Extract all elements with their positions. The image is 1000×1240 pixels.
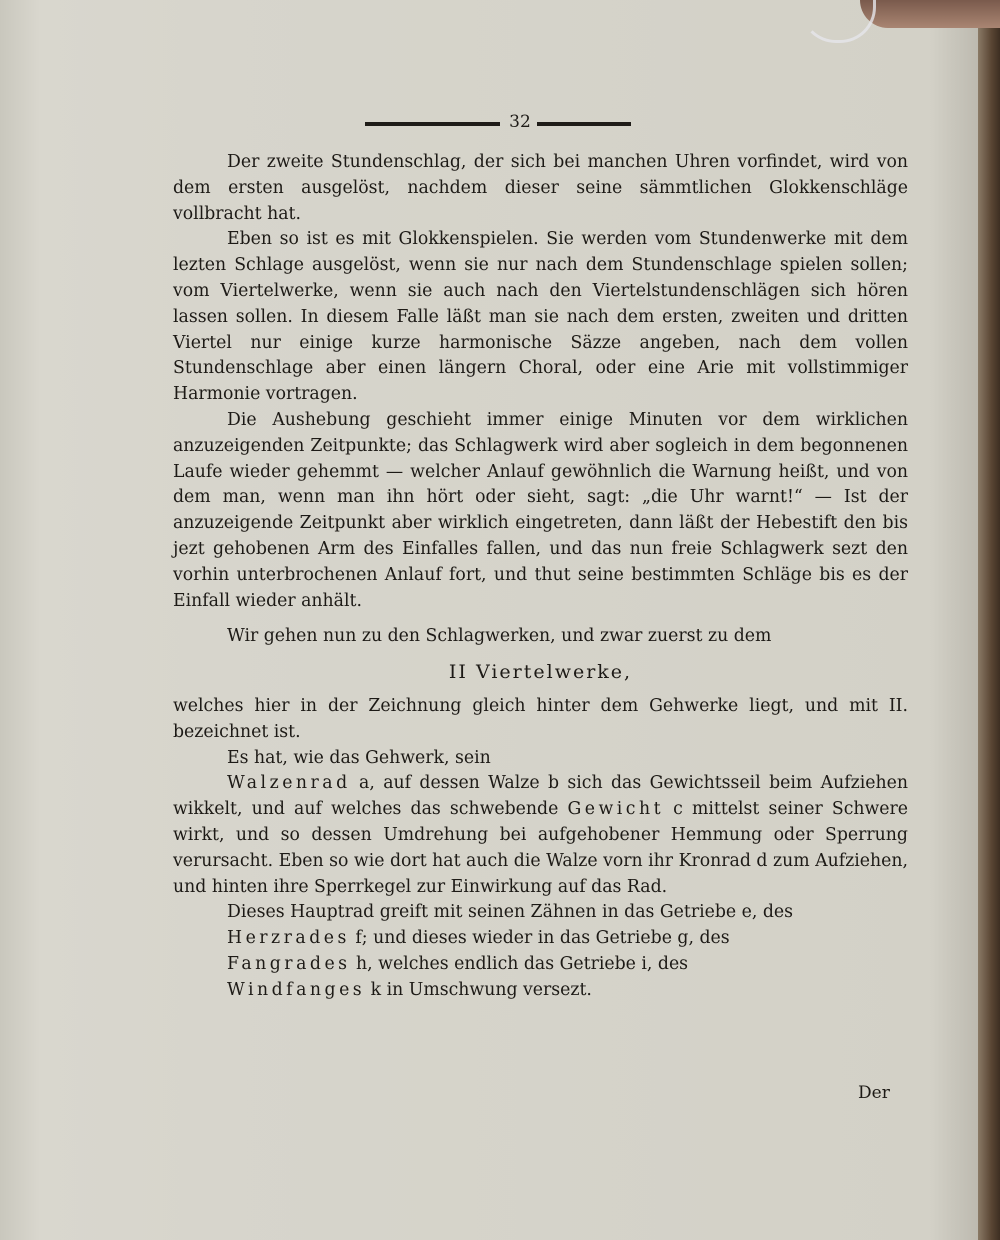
paragraph: Dieses Hauptrad greift mit seinen Zähnen in das Getriebe e, des (227, 902, 794, 923)
page-number: 32 (509, 112, 531, 132)
paragraph: welches hier in der Zeichnung gleich hinter dem Gehwerke liegt, und mit II. bezeichnet ist. (173, 695, 908, 742)
term: Windfanges (227, 979, 366, 1000)
page-header (365, 112, 635, 136)
text-run: h, welches endlich das Getriebe i, des (350, 953, 689, 974)
book-edge (978, 0, 1000, 1240)
term: Fangrades (227, 953, 351, 974)
text-run: f; und dieses wieder in das Getriebe g, des (349, 928, 730, 949)
paragraph (173, 952, 908, 978)
term: Herzrades (227, 928, 350, 949)
paragraph (173, 926, 908, 952)
paragraph: Eben so ist es mit Glokkenspielen. Sie werden vom Stundenwerke mit dem lezten Schlage ausgelöst, wenn sie nur nach dem Stundenschlage spielen sollen; vom Viertelwerke, wenn sie auch nach den Viertelstundenschlägen sich hören lassen sollen. In diesem Falle läßt man sie nach dem ersten, zweiten und dritten Viertel nur einige kurze harmonische Säzze angeben, nach dem vollen Stundenschlage aber einen längern Choral, oder eine Arie mit vollstimmiger Harmonie vortragen. (173, 229, 908, 405)
section-heading: II Viertelwerke, (448, 661, 633, 684)
paragraph: Es hat, wie das Gehwerk, sein (227, 747, 491, 768)
paragraph: Wir gehen nun zu den Schlagwerken, und zwar zuerst zu dem (227, 626, 772, 647)
text-run: c mittelst seiner Schwere wirkt, und so dessen Umdrehung bei aufgehobener Hemmung oder Sperrung verursacht. Eben so wie dort hat auch die Walze vorn ihr Kronrad d zum Aufziehen, und hinten ihre Sperrkegel zur Einwirkung auf das Rad. (173, 799, 909, 897)
cover-corner (860, 0, 1000, 28)
catchword: Der (858, 1083, 890, 1103)
header-rule-left (365, 122, 500, 126)
term: Walzenrad (227, 773, 351, 794)
header-rule-right (537, 122, 631, 126)
text-run: k in Umschwung versezt. (365, 979, 592, 1000)
paragraph: Der zweite Stundenschlag, der sich bei manchen Uhren vorfindet, wird von dem ersten ausgelöst, nachdem dieser seine sämmtlichen Glokkenschläge vollbracht hat. (173, 152, 908, 224)
paragraph (173, 771, 908, 900)
term: Gewicht (567, 799, 665, 820)
body-text (173, 150, 908, 1004)
text-run: a, auf dessen Walze b sich das Gewichtsseil beim Aufziehen wikkelt, und auf welches das schwebende (173, 773, 908, 820)
paragraph (173, 978, 908, 1004)
paragraph: Die Aushebung geschieht immer einige Minuten vor dem wirklichen anzuzeigenden Zeitpunkte; das Schlagwerk wird aber sogleich in dem begonnenen Laufe wieder gehemmt — welcher Anlauf gewöhnlich die Warnung heißt, und von dem man, wenn man ihn hört oder sieht, sagt: „die Uhr warnt!“ — Ist der anzuzeigende Zeitpunkt aber wirklich eingetreten, dann läßt der Hebestift den bis jezt gehobenen Arm des Einfalles fallen, und das nun freie Schlagwerk sezt den vorhin unterbrochenen Anlauf fort, und thut seine bestimmten Schläge bis es der Einfall wieder anhält. (173, 409, 908, 611)
